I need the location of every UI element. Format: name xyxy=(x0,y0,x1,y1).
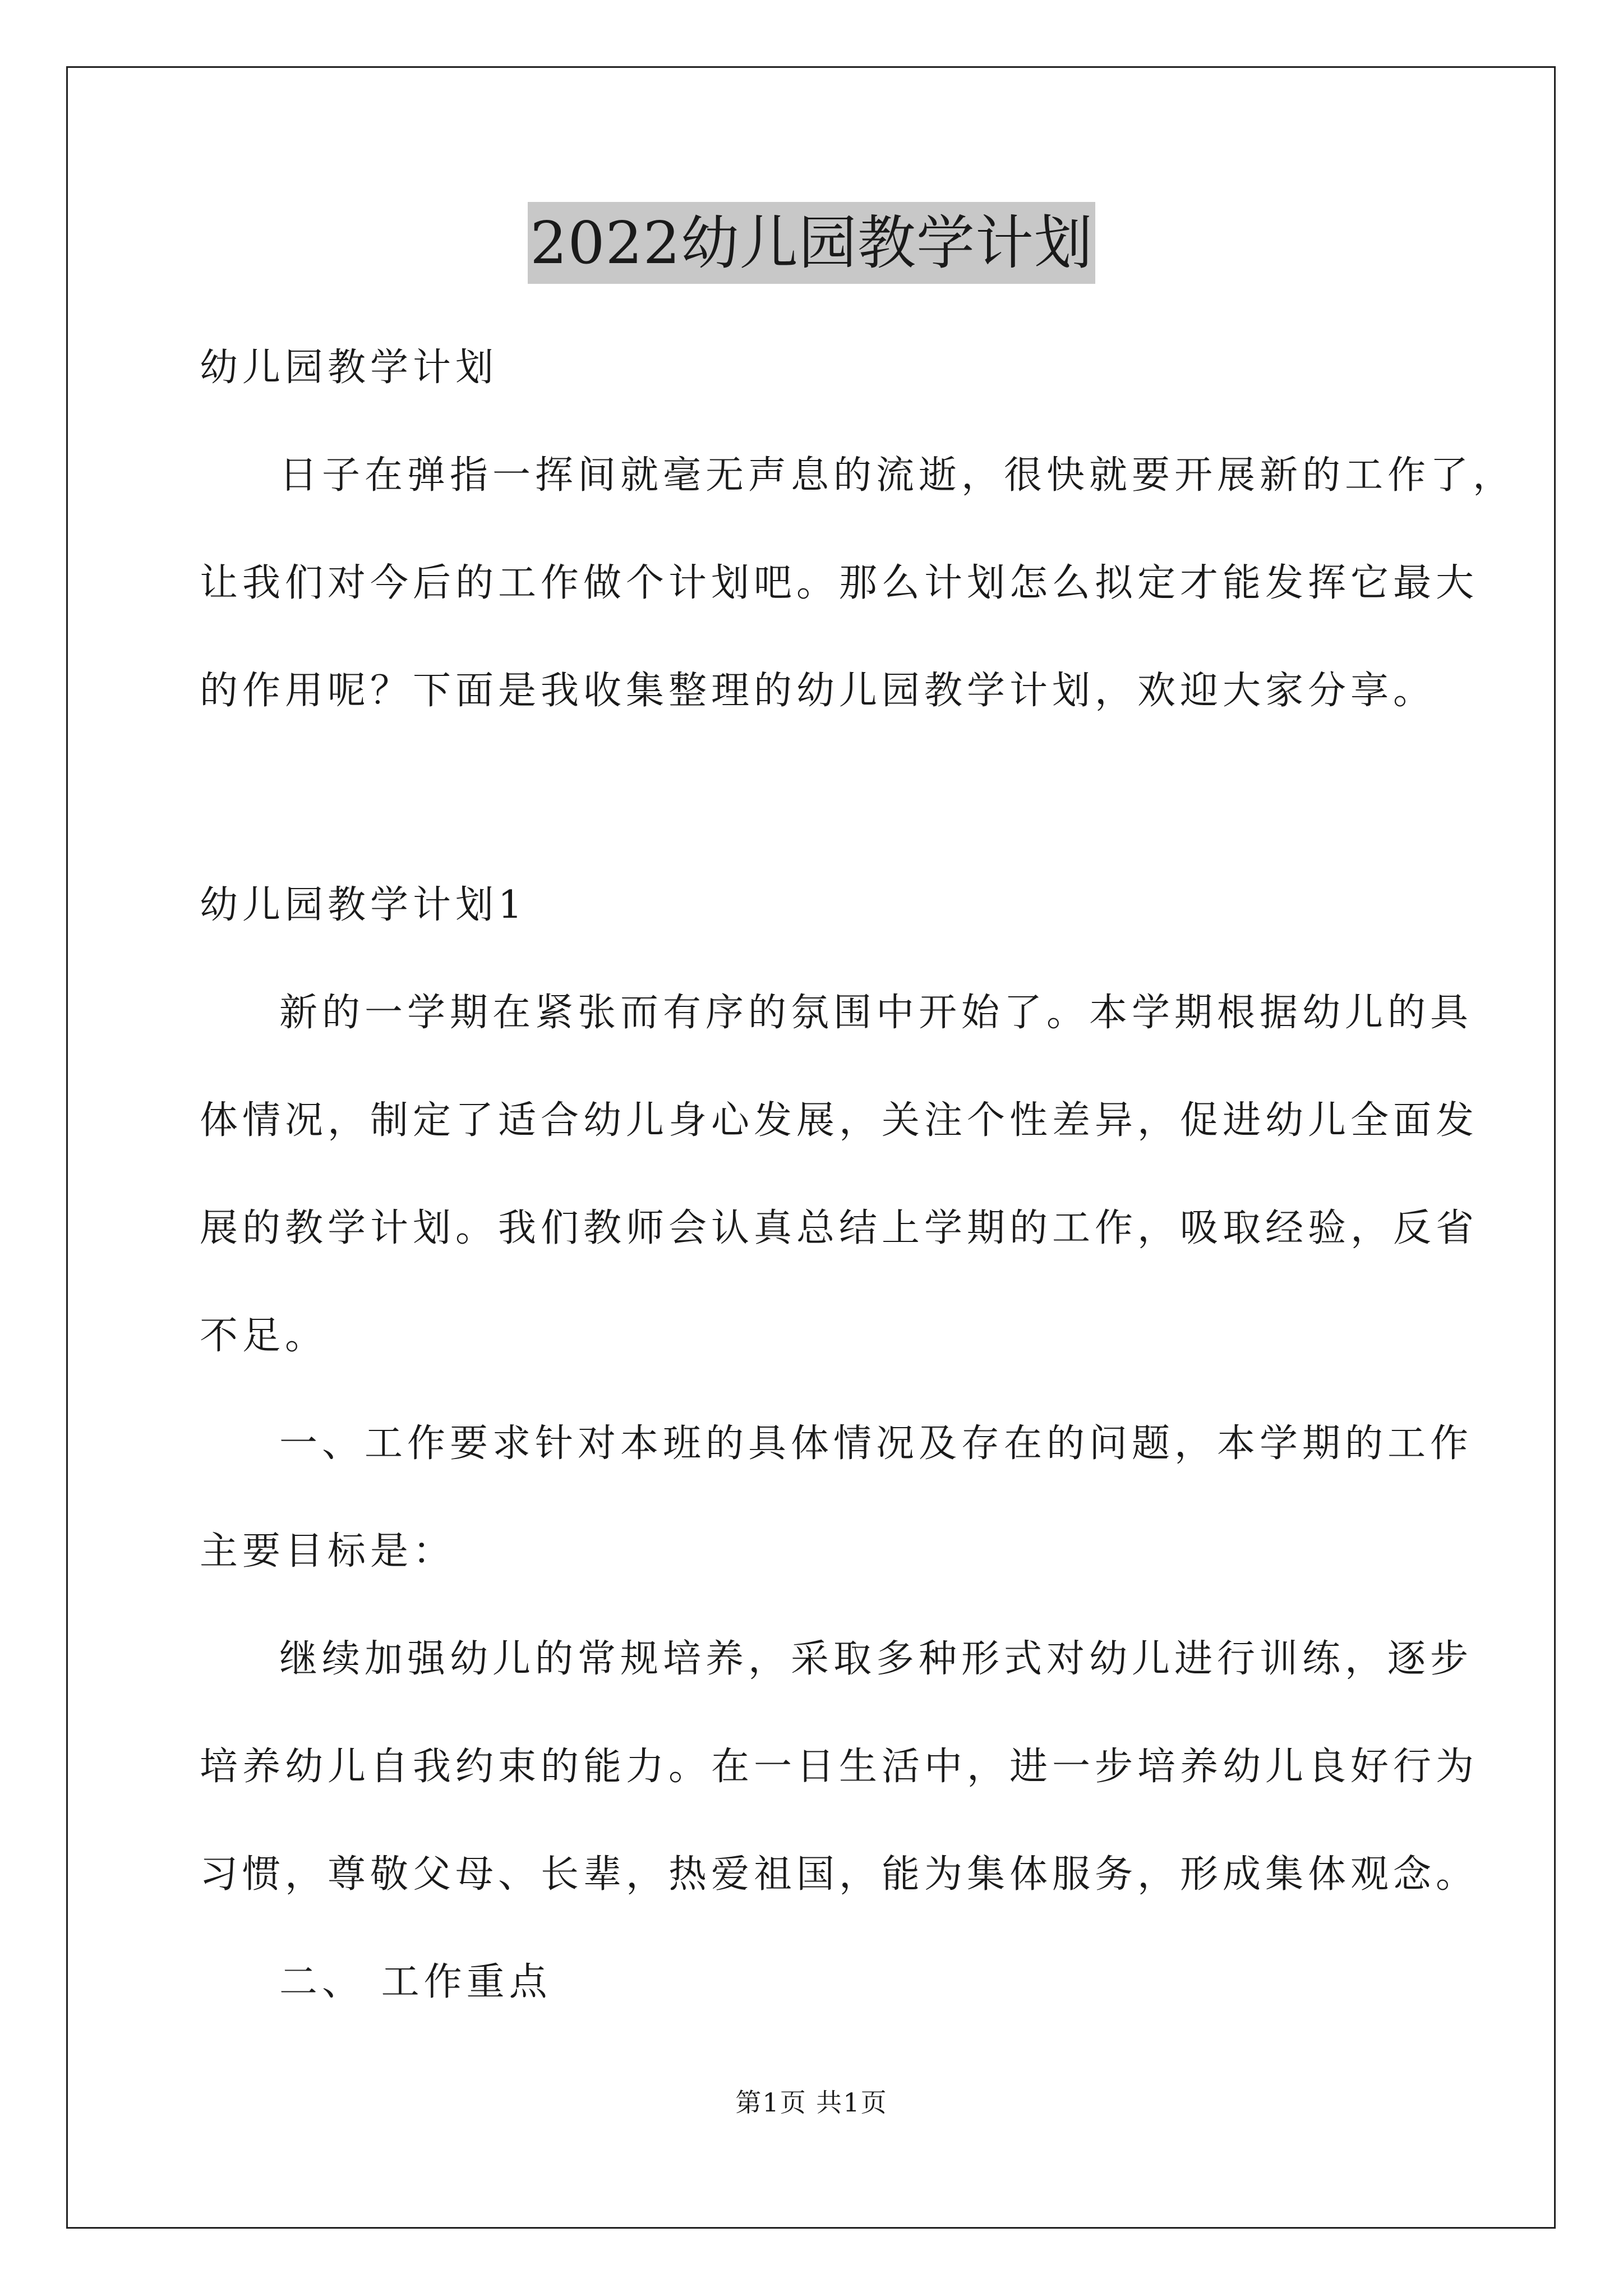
paragraph-line: 培养幼儿自我约束的能力。在一日生活中，进一步培养幼儿良好行为 xyxy=(200,1745,1479,1789)
intro-line: 的作用呢？下面是我收集整理的幼儿园教学计划，欢迎大家分享。 xyxy=(200,669,1436,713)
section-heading: 幼儿园教学计划1 xyxy=(200,883,527,927)
section-spacer xyxy=(200,745,1433,852)
paragraph-line: 展的教学计划。我们教师会认真总结上学期的工作，吸取经验，反省 xyxy=(200,1206,1479,1250)
paragraph-line: 主要目标是： xyxy=(200,1529,456,1573)
paragraph-line: 继续加强幼儿的常规培养，采取多种形式对幼儿进行训练，逐步 xyxy=(279,1637,1473,1681)
document-body xyxy=(200,314,1516,2036)
paragraph-line: 不足。 xyxy=(200,1314,328,1358)
intro-heading: 幼儿园教学计划 xyxy=(200,346,499,390)
intro-line: 让我们对今后的工作做个计划吧。那么计划怎么拟定才能发挥它最大 xyxy=(200,561,1479,605)
paragraph-line: 新的一学期在紧张而有序的氛围中开始了。本学期根据幼儿的具 xyxy=(279,991,1473,1035)
intro-line: 日子在弹指一挥间就毫无声息的流逝，很快就要开展新的工作了， xyxy=(279,453,1516,498)
subheading: 二、 工作重点 xyxy=(279,1960,552,2004)
paragraph-line: 一、工作要求针对本班的具体情况及存在的问题，本学期的工作 xyxy=(279,1421,1473,1466)
document-title: 2022幼儿园教学计划 xyxy=(528,202,1095,284)
paragraph-line: 习惯，尊敬父母、长辈，热爱祖国，能为集体服务，形成集体观念。 xyxy=(200,1852,1479,1897)
page-footer: 第1页 共1页 xyxy=(735,2087,888,2118)
title-container xyxy=(0,202,1623,284)
paragraph-line: 体情况，制定了适合幼儿身心发展，关注个性差异，促进幼儿全面发 xyxy=(200,1098,1479,1143)
